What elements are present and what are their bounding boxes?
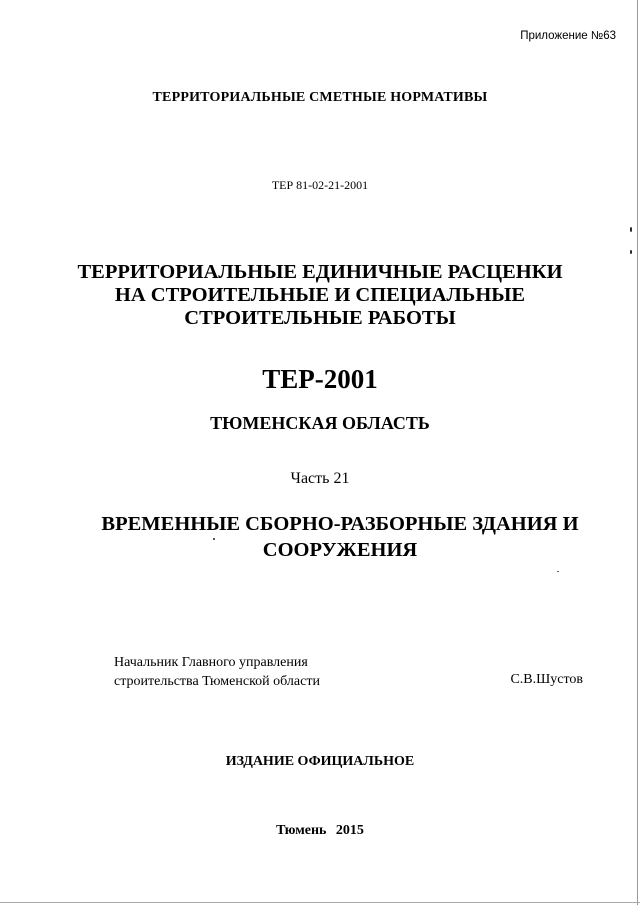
scan-speck [630,227,632,232]
signatory-line-2: строительства Тюменской области [114,674,320,689]
main-title-line-1: ТЕРРИТОРИАЛЬНЫЕ ЕДИНИЧНЫЕ РАСЦЕНКИ [77,261,563,283]
signatory-position [114,653,320,691]
part-title [40,511,640,563]
scan-edge-right [637,0,638,905]
scan-edge-bottom [0,902,640,903]
scan-speck [213,538,215,540]
document-code: ТЕР 81-02-21-2001 [271,178,369,192]
part-number: Часть 21 [290,470,350,487]
part-title-line-2: СООРУЖЕНИЯ [262,539,418,561]
appendix-number: Приложение №63 [520,30,616,42]
ter-title: ТЕР-2001 [262,364,378,394]
signatory-name: С.В.Шустов [510,672,583,687]
scan-speck [630,250,632,254]
part-title-line-1: ВРЕМЕННЫЕ СБОРНО-РАЗБОРНЫЕ ЗДАНИЯ И [101,513,579,535]
edition-label: ИЗДАНИЕ ОФИЦИАЛЬНОЕ [225,754,415,769]
scan-speck [557,571,559,572]
main-title [0,261,640,330]
header-title: ТЕРРИТОРИАЛЬНЫЕ СМЕТНЫЕ НОРМАТИВЫ [152,90,488,105]
main-title-line-2: НА СТРОИТЕЛЬНЫЕ И СПЕЦИАЛЬНЫЕ [114,284,526,306]
signatory-line-1: Начальник Главного управления [114,655,308,670]
city-year: Тюмень 2015 [276,823,364,838]
main-title-line-3: СТРОИТЕЛЬНЫЕ РАБОТЫ [184,307,456,329]
region-title: ТЮМЕНСКАЯ ОБЛАСТЬ [210,413,430,433]
